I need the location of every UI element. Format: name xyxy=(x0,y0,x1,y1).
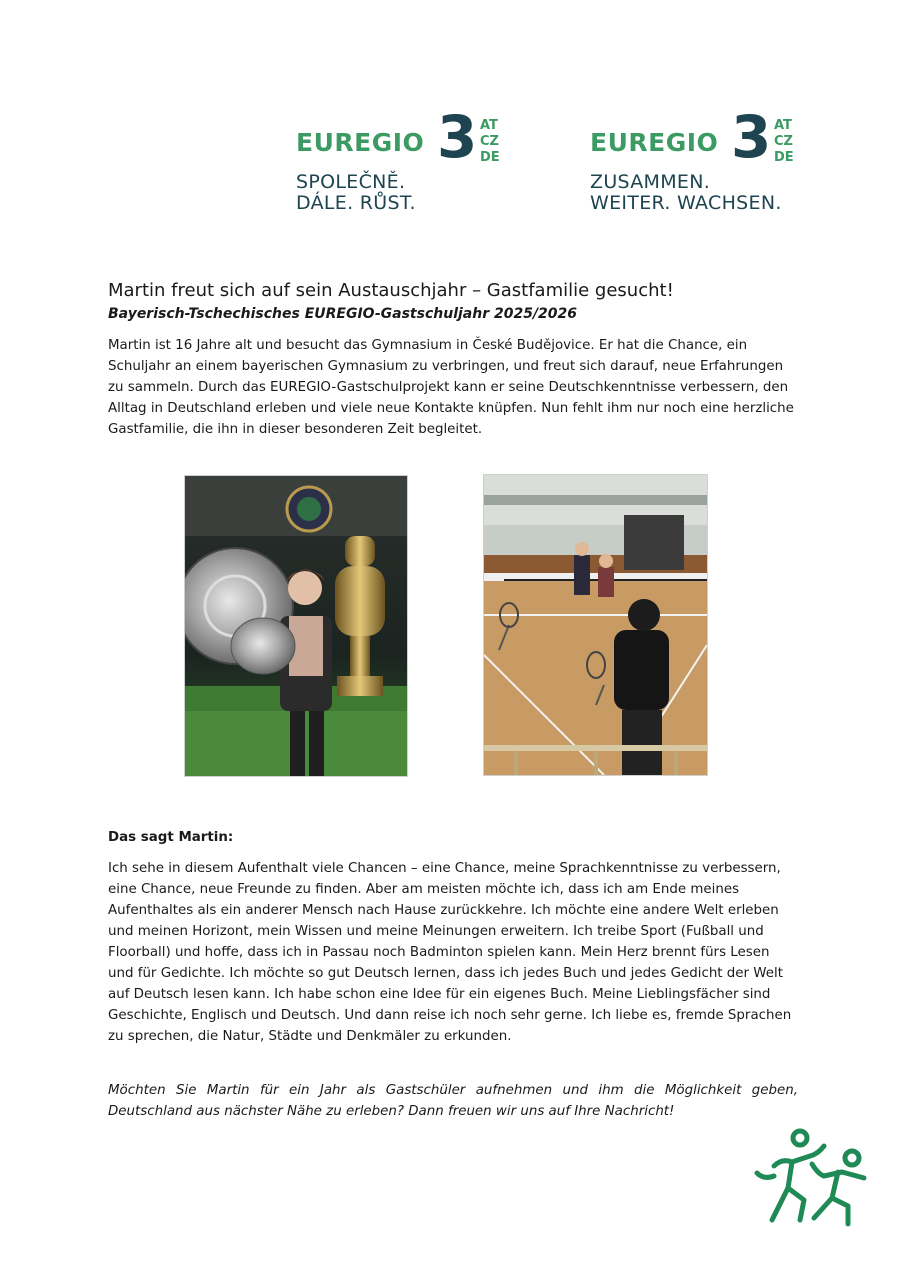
logo-slogan xyxy=(590,172,782,214)
closing-paragraph: Möchten Sie Martin für ein Jahr als Gastschüler aufnehmen und ihm die Möglichkeit geben, Deutschland aus nächster Nähe zu erleben? Dann freuen wir uns auf Ihre Nachricht! xyxy=(108,1083,798,1119)
slogan-line-2: DÁLE. RŮST. xyxy=(296,192,416,214)
logo-number: 3 xyxy=(437,103,478,171)
two-people-jumping-icon xyxy=(752,1128,872,1228)
euregio-logo-german xyxy=(590,103,820,218)
logo-number: 3 xyxy=(731,103,772,171)
logo-wordmark: EUREGIO xyxy=(590,128,719,157)
slogan-line-1: ZUSAMMEN. xyxy=(590,171,711,193)
quote-paragraph: Ich sehe in diesem Aufenthalt viele Chancen – eine Chance, meine Sprachkenntnisse zu verbessern, eine Chance, neue Freunde zu finden. Aber am meisten möchte ich, dass ich am Ende meines Aufenthaltes als ein anderer Mensch nach Hause zurückkehre. Ich möchte eine andere Welt erleben und meinen Horizont, mein Wissen und meine Meinungen erweitern. Ich treibe Sport (Fußball und Floorball) und hoffe, dass ich in Passau noch Badminton spielen kann. Mein Herz brennt fürs Lesen und für Gedichte. Ich möchte so gut Deutsch lernen, dass ich jedes Buch und jedes Gedicht der Welt auf Deutsch lesen kann. Ich habe schon eine Idee für ein eigenes Buch. Meine Lieblingsfächer sind Geschichte, Englisch und Deutsch. Und dann reise ich noch sehr gerne. Ich liebe es, fremde Sprachen zu sprechen, die Natur, Städte und Denkmäler zu erkunden. xyxy=(108,861,792,1044)
badminton-hall-photo xyxy=(483,474,708,776)
euregio-logo-czech xyxy=(296,103,526,218)
intro-paragraph: Martin ist 16 Jahre alt und besucht das Gymnasium in České Budějovice. Er hat die Chance, ein Schuljahr an einem bayerischen Gymnasium zu verbringen, und freut sich darauf, neue Erfahrungen zu sammeln. Durch das EUREGIO-Gastschulprojekt kann er seine Deutschkenntnisse verbessern, den Alltag in Deutschland erleben und viele neue Kontakte knüpfen. Nun fehlt ihm nur noch eine herzliche Gastfamilie, die ihn in dieser besonderen Zeit begleitet. xyxy=(108,338,794,437)
logo-code-at: AT xyxy=(480,118,498,133)
logo-slogan xyxy=(296,172,416,214)
logo-country-codes xyxy=(774,118,794,166)
logo-code-de: DE xyxy=(774,150,794,165)
quote-heading: Das sagt Martin: xyxy=(108,830,234,845)
tennis-trophy-photo xyxy=(184,475,408,777)
logo-code-at: AT xyxy=(774,118,792,133)
slogan-line-2: WEITER. WACHSEN. xyxy=(590,192,782,214)
article-title: Martin freut sich auf sein Austauschjahr – Gastfamilie gesucht! xyxy=(108,280,674,301)
logo-code-cz: CZ xyxy=(480,134,499,149)
logo-code-de: DE xyxy=(480,150,500,165)
slogan-line-1: SPOLEČNĚ. xyxy=(296,171,406,193)
logo-country-codes xyxy=(480,118,500,166)
logo-wordmark: EUREGIO xyxy=(296,128,425,157)
logo-code-cz: CZ xyxy=(774,134,793,149)
article-subtitle: Bayerisch-Tschechisches EUREGIO-Gastschuljahr 2025/2026 xyxy=(108,306,578,322)
